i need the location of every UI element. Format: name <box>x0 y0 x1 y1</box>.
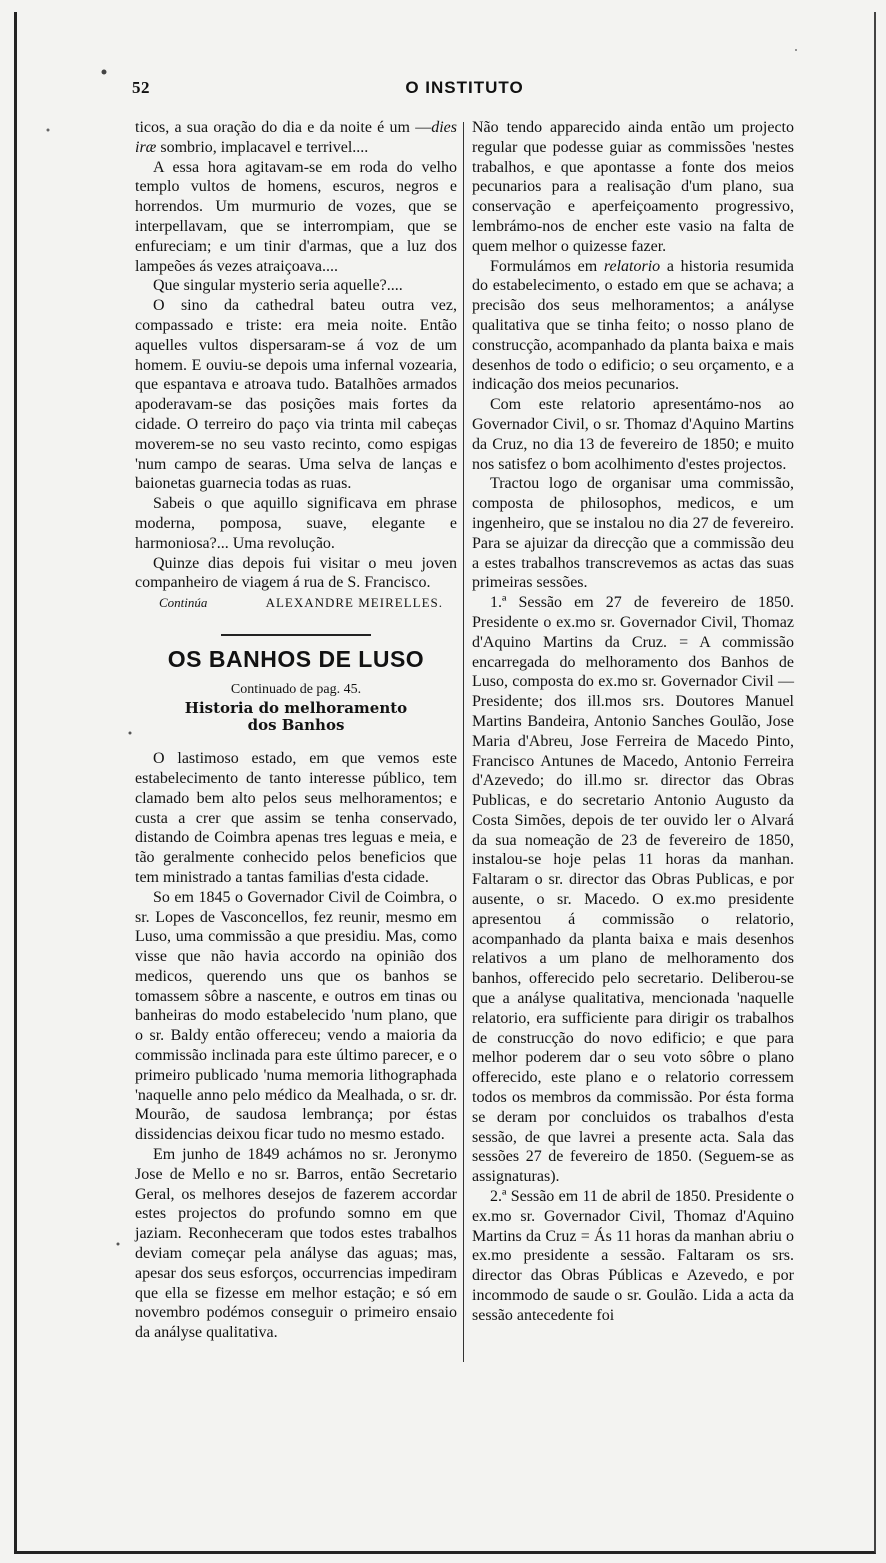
paragraph: Formulámos em relatorio a historia resumida do estabelecimento, o estado em que se achava; a precisão dos seus melhoramentos; a anályse qualitativa que se tinha feito; o nosso plano de construcção, acompanhado da planta baixa e mais desenhos de todo o edificio; o seu orçamento, e a indicação dos meios pecunarios. <box>472 257 794 394</box>
page-header <box>132 78 797 102</box>
right-column <box>472 118 794 1326</box>
paragraph: A essa hora agitavam-se em roda do velho templo vultos de homens, escuros, negros e horrendos. Um murmurio de vozes, que se interpellavam, que se interrompiam, que se enfureciam; e um tinir d'armas, que a luz dos lampeões ás vezes atraiçoava.... <box>135 158 457 275</box>
section-separator <box>221 634 371 636</box>
article-title: OS BANHOS DE LUSO <box>167 646 425 673</box>
left-column <box>135 118 457 1343</box>
continues-note: Continúa <box>159 595 208 611</box>
article-subtitle: Historia do melhoramento dos Banhos <box>184 699 408 735</box>
paragraph: Quinze dias depois fui visitar o meu joven companheiro de viagem á rua de S. Francisco. <box>135 554 457 592</box>
paragraph: Sabeis o que aquillo significava em phrase moderna, pomposa, suave, elegante e harmoniosa?... Uma revolução. <box>135 495 457 552</box>
paragraph: Com este relatorio apresentámo-nos ao Governador Civil, o sr. Thomaz d'Aquino Martins da Cruz, no dia 13 de fevereiro de 1850; e muito nos satisfez o bom acolhimento d'estes projectos. <box>472 396 794 473</box>
paragraph: Que singular mysterio seria aquelle?.... <box>153 277 403 295</box>
column-divider <box>463 122 464 1362</box>
page-number: 52 <box>132 78 150 97</box>
author-name: ALEXANDRE MEIRELLES. <box>265 595 443 611</box>
continued-from-note: Continuado de pag. 45. <box>230 682 362 698</box>
paragraph: Tractou logo de organisar uma commissão, composta de philosophos, medicos, e um ingenheiro, que se instalou no dia 27 de fevereiro. Para se ajuizar da direcção que a commissão deu a estes trabalhos transcrevemos as actas das suas primeiras sessões. <box>472 475 794 592</box>
paragraph: 2.ª Sessão em 11 de abril de 1850. Presidente o ex.mo sr. Governador Civil, Thomaz d'Aquino Martins da Cruz = Ás 11 horas da manhan abriu o ex.mo presidente a sessão. Faltaram os srs. director das Obras Públicas e Azevedo, e por incommodo de saude o sr. Goulão. Lida a acta da sessão antecedente foi <box>472 1188 794 1324</box>
paragraph: ticos, a sua oração do dia e da noite é um —dies iræ sombrio, implacavel e terrivel.... <box>135 119 457 156</box>
paragraph: 1.ª Sessão em 27 de fevereiro de 1850. Presidente o ex.mo sr. Governador Civil, Thomaz d'Aquino Martins da Cruz. = A commissão encarregada do melhoramento dos Banhos de Luso, composta do ex.mo sr. Governador Civil — Presidente; dos ill.mos srs. Doutores Manuel Martins Bandeira, Antonio Sanches Goulão, Jose Maria d'Abreu, Jose Ferreira de Macedo Pinto, Francisco Antunes de Macedo, Antonio Ferreira d'Azevedo; do ill.mo sr. director das Obras Publicas, e do secretario Antonio Augusto da Costa Simões, depois de ter ouvido ler o Alvará da sua nomeação de 23 de fevereiro de 1850, instalou-se hoje pelas 11 horas da manhan. Faltaram o sr. director das Obras Publicas, e por ausente, o sr. Macedo. O ex.mo presidente apresentou á commissão o relatorio, acompanhado da planta baixa e mais desenhos relativos a um plano de melhoramento dos banhos, offerecido pelo secretario. Deliberou-se que a anályse qualitativa, mencionada 'naquelle relatorio, era sufficiente para dirigir os trabalhos de construcção do novo edificio; e que para melhor poderem dar o seu voto sôbre o plano offerecido, este plano e o relatorio corressem todos os membros da commissão. Por ésta forma se deram por concluidos os trabalhos d'esta sessão, de que lavrei a presente acta. Sala das sessões 27 de fevereiro de 1850. (Seguem-se as assignaturas). <box>472 594 794 1186</box>
paragraph: O sino da cathedral bateu outra vez, compassado e triste: era meia noite. Então aquelles vultos dispersaram-se á voz de um homem. E ouviu-se depois uma infernal vozearia, que espantava e atroava tudo. Batalhões armados apoderavam-se das posições mais fortes da cidade. O terreiro do paço via trinta mil cabeças moverem-se no seu vasto recinto, como espigas 'num campo de searas. Uma selva de lanças e baionetas guarnecia todas as ruas. <box>135 297 457 493</box>
signature-line <box>159 593 457 612</box>
paragraph: O lastimoso estado, em que vemos este estabelecimento de tanto interesse público, tem clamado bem alto pelos seus melhoramentos; e custa a crer que assim se tenha conservado, distando de Coimbra apenas tres leguas e meia, e tão geralmente conhecido pelos beneficios que tem ministrado a tantas familias d'esta cidade. <box>135 750 457 886</box>
paragraph: So em 1845 o Governador Civil de Coimbra, o sr. Lopes de Vasconcellos, fez reunir, mesmo em Luso, uma commissão a que presidiu. Mas, como visse que não havia accordo na opinião dos medicos, querendo uns que os banhos se tomassem sôbre a nascente, e outros em tinas ou banheiras do modo estabelecido 'num plano, que o sr. Baldy então offereceu; vendo a maioria da commissão inclinada para este último parecer, e o primeiro publicado 'numa memoria lithographada 'naquelle anno pelo médico da Mealhada, o sr. dr. Mourão, de saudosa lembrança; por éstas dissidencias deixou ficar tudo no mesmo estado. <box>135 888 457 1144</box>
paragraph: Em junho de 1849 achámos no sr. Jeronymo Jose de Mello e no sr. Barros, então Secretario Geral, os melhores desejos de fazerem accordar estes projectos do profundo somno em que jaziam. Reconheceram que todos estes trabalhos deviam começar pela anályse das aguas; mas, apesar dos seus esforços, occurrencias impediram que ella se fizesse em melhor estação; e só em novembro podémos conseguir o primeiro ensaio da anályse qualitativa. <box>135 1146 457 1342</box>
running-title: O INSTITUTO <box>405 78 524 97</box>
paragraph: Não tendo apparecido ainda então um projecto regular que podesse guiar as commissões 'nestes trabalhos, e que apontasse a fonte dos meios pecunarios para a realisação d'um plano, sua conservação e aperfeiçoamento progressivo, lembrámo-nos de encher este vasio na falta de quem melhor o quizesse fazer. <box>472 119 794 255</box>
